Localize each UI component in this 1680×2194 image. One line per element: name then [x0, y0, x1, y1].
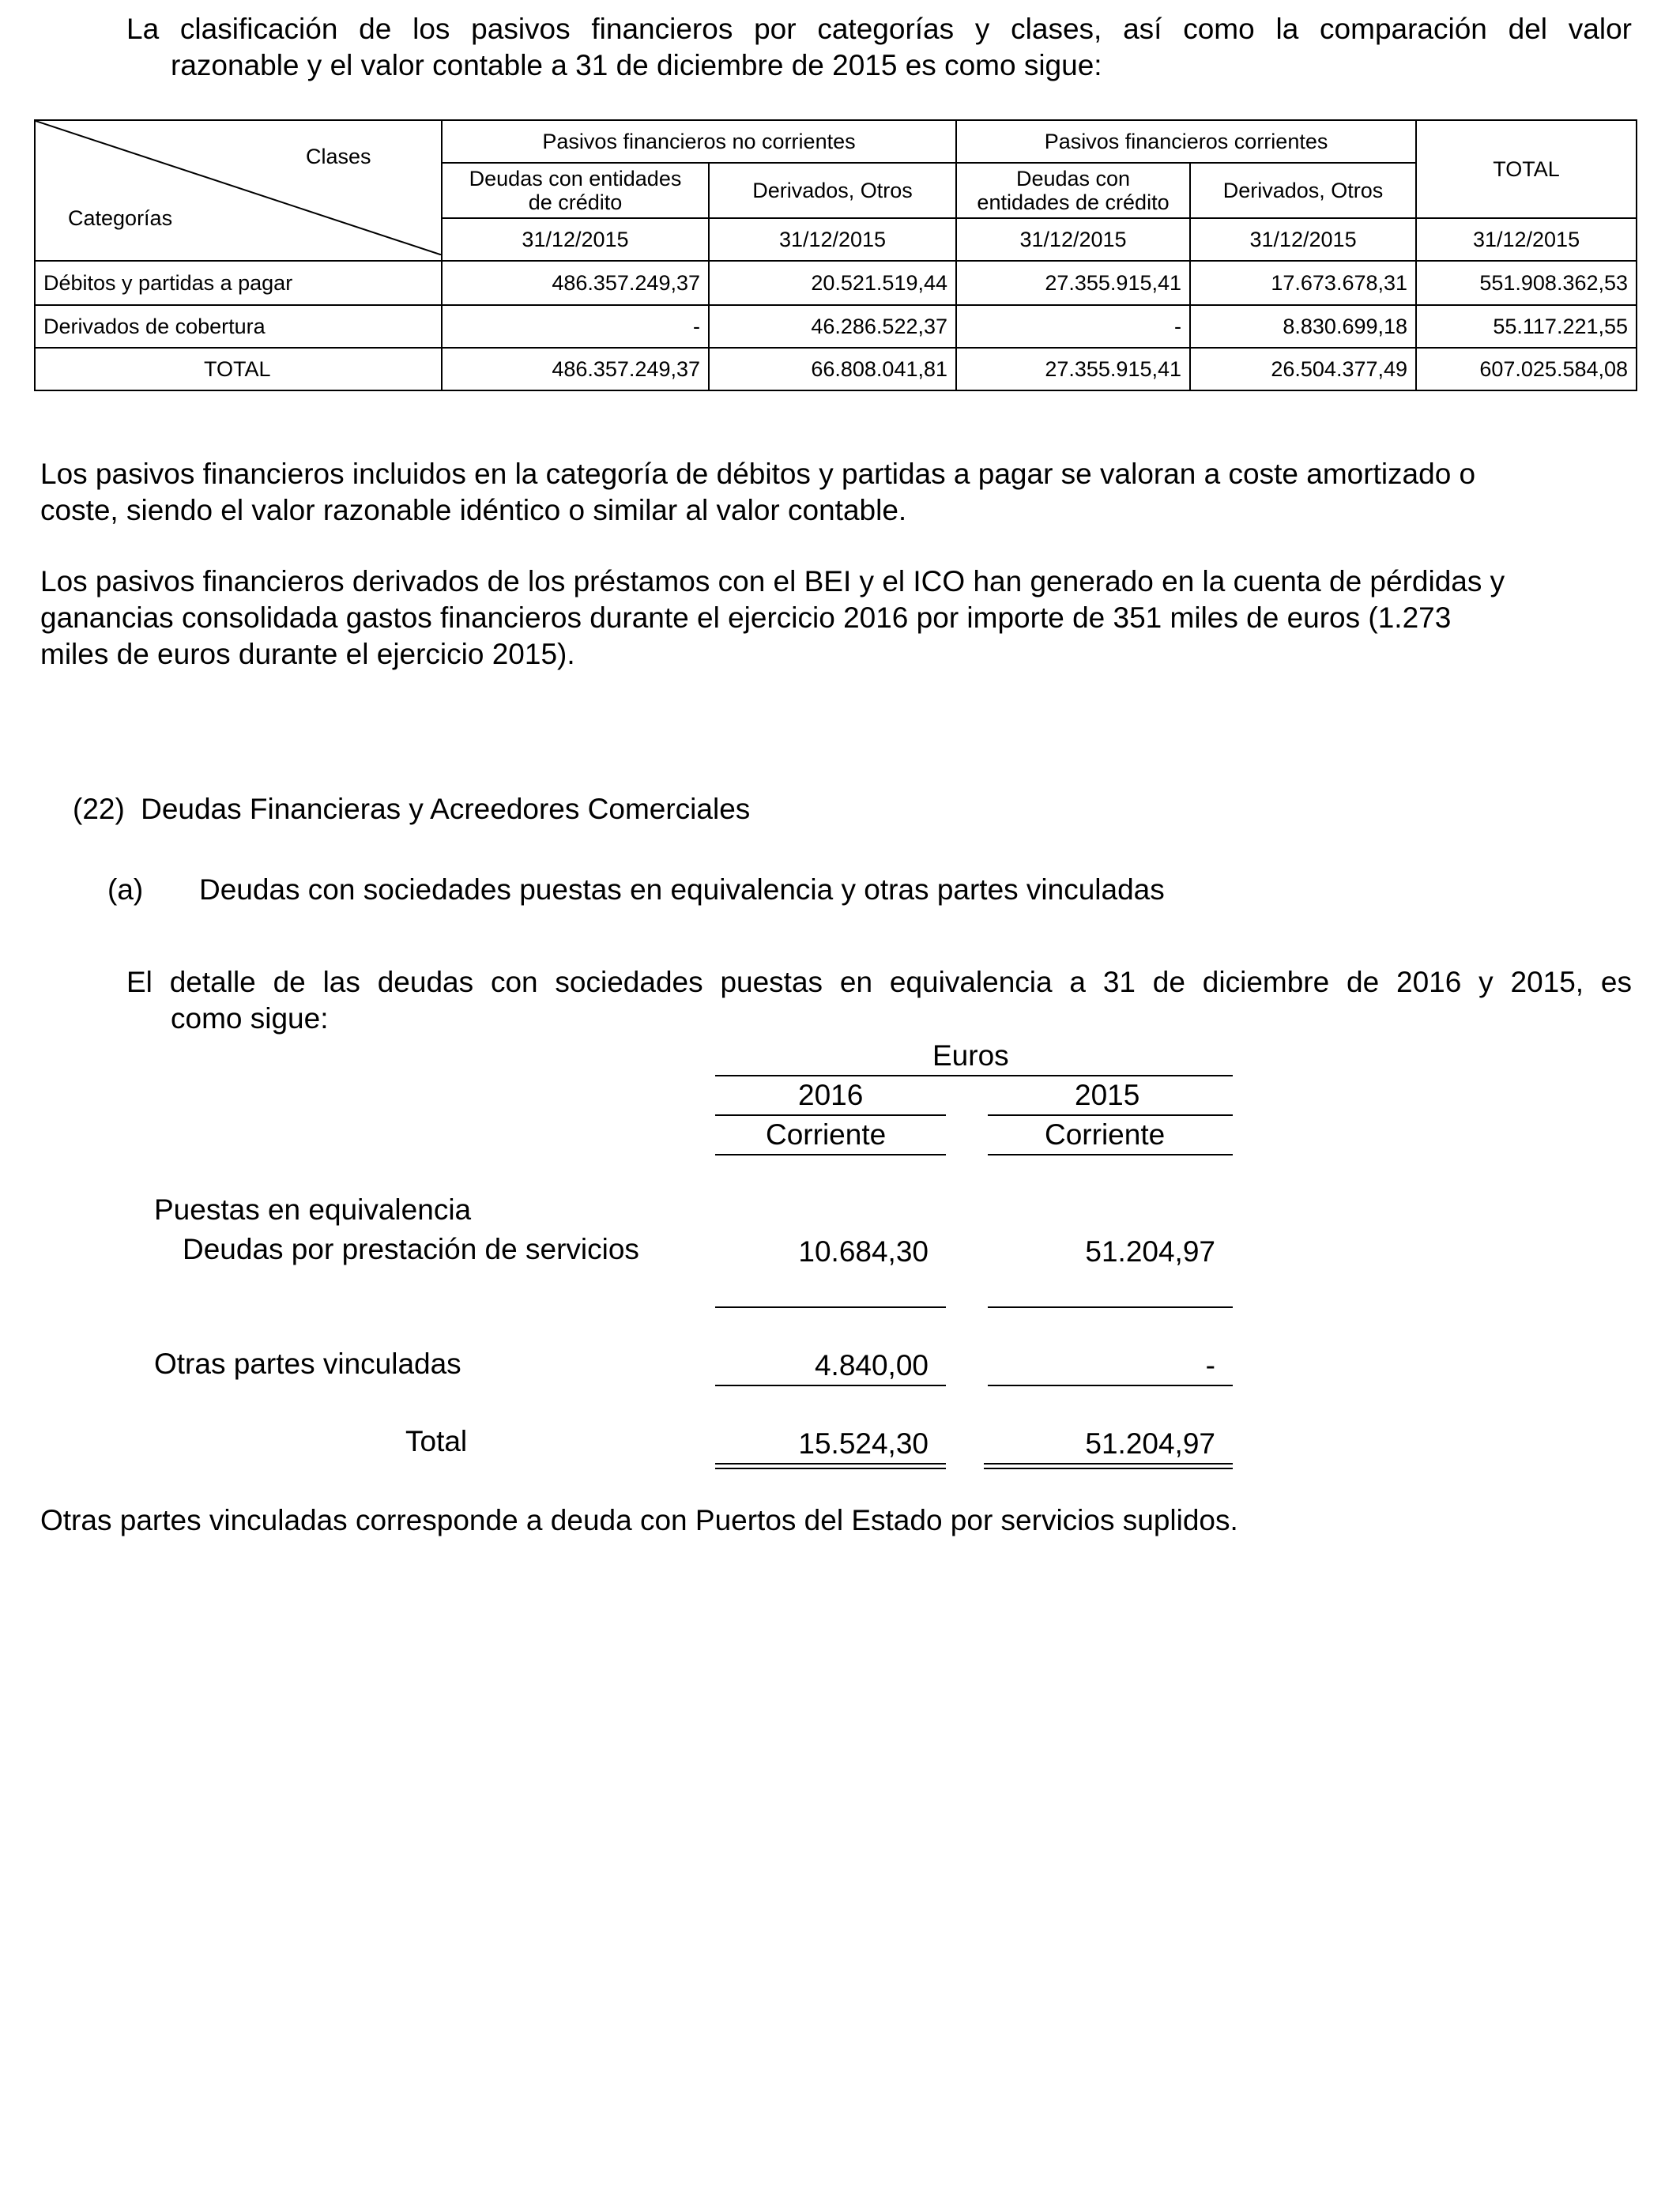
- table-cell: 486.357.249,37: [442, 348, 709, 390]
- year-rule-2016: [715, 1114, 946, 1116]
- group-label-puestas: Puestas en equivalencia: [154, 1193, 472, 1226]
- table-cell: 27.355.915,41: [956, 261, 1190, 305]
- paragraph-line: Los pasivos financieros derivados de los préstamos con el BEI y el ICO han generado en la cuenta de pérdidas y: [40, 565, 1505, 598]
- row-label-otras: Otras partes vinculadas: [154, 1348, 461, 1380]
- paragraph-bei-ico: [40, 564, 1644, 673]
- table-cell: 17.673.678,31: [1190, 261, 1416, 305]
- total-value-2015: 51.204,97: [1085, 1427, 1215, 1460]
- col-sub-corriente-2015: Corriente: [1045, 1118, 1166, 1151]
- corner-diagonal-line: [36, 121, 442, 255]
- intro-paragraph: [126, 11, 1632, 84]
- paragraph-valoracion: [40, 456, 1629, 529]
- year-header-2015: 2015: [1075, 1079, 1140, 1111]
- paragraph-line: El detalle de las deudas con sociedades puestas en equivalencia a 31 de diciembre de 2016 y 2015, es: [126, 966, 1632, 998]
- subheader-line: Deudas con entidades: [469, 167, 682, 190]
- value-2015-otras: -: [1205, 1349, 1215, 1382]
- intro-line-1: La clasificación de los pasivos financieros por categorías y clases, así como la comparación del valor: [126, 13, 1632, 45]
- row-label: Débitos y partidas a pagar: [35, 261, 442, 305]
- value-2015-prestacion: 51.204,97: [1085, 1235, 1215, 1268]
- group-header-no-corrientes: Pasivos financieros no corrientes: [442, 120, 956, 163]
- table-cell: -: [442, 305, 709, 348]
- currency-header: Euros: [932, 1039, 1009, 1072]
- table-cell: 66.808.041,81: [709, 348, 956, 390]
- total-double-rule-2016: [715, 1463, 946, 1469]
- paragraph-otras-partes: Otras partes vinculadas corresponde a deuda con Puertos del Estado por servicios suplidos.: [40, 1504, 1238, 1536]
- subtotal-rule-2015: [988, 1306, 1233, 1308]
- table-cell: 551.908.362,53: [1416, 261, 1637, 305]
- row-label-prestacion: Deudas por prestación de servicios: [183, 1233, 639, 1265]
- paragraph-line: ganancias consolidada gastos financieros durante el ejercicio 2016 por importe de 351 miles de euros (1.273: [40, 601, 1452, 634]
- sub-rule-2016: [715, 1154, 946, 1155]
- section-number: (22): [73, 793, 125, 825]
- table-row: [35, 261, 1637, 305]
- subheader-line: Deudas con: [1015, 167, 1131, 190]
- subsection-heading-a: [107, 872, 143, 908]
- corner-categorias-label: Categorías: [68, 206, 173, 230]
- row-label: TOTAL: [35, 348, 442, 390]
- subsection-letter: (a): [107, 873, 144, 906]
- table-cell: 55.117.221,55: [1416, 305, 1637, 348]
- subheader-deudas-no-corrientes: [442, 163, 709, 218]
- value-2016-prestacion: 10.684,30: [798, 1235, 929, 1268]
- subheader-derivados-corrientes: Derivados, Otros: [1190, 163, 1416, 218]
- subtotal-rule-2016: [715, 1306, 946, 1308]
- table-cell: 20.521.519,44: [709, 261, 956, 305]
- total-header: TOTAL: [1416, 120, 1637, 218]
- subsection-title: Deudas con sociedades puestas en equivalencia y otras partes vinculadas: [199, 873, 1165, 906]
- subheader-line: de crédito: [528, 190, 623, 214]
- sub-rule-2015: [988, 1154, 1233, 1155]
- total-label: Total: [405, 1425, 468, 1457]
- paragraph-detalle: [126, 964, 1632, 1037]
- row-label: Derivados de cobertura: [35, 305, 442, 348]
- intro-line-2: razonable y el valor contable a 31 de diciembre de 2015 es como sigue:: [171, 49, 1102, 81]
- subheader-line: entidades de crédito: [977, 190, 1170, 214]
- row-rule-2015: [988, 1385, 1233, 1386]
- table-cell: 46.286.522,37: [709, 305, 956, 348]
- date-header: 31/12/2015: [1416, 218, 1637, 261]
- date-header: 31/12/2015: [709, 218, 956, 261]
- subheader-derivados-no-corrientes: Derivados, Otros: [709, 163, 956, 218]
- table-cell: 8.830.699,18: [1190, 305, 1416, 348]
- corner-clases-label: Clases: [306, 145, 371, 168]
- paragraph-line: miles de euros durante el ejercicio 2015).: [40, 638, 575, 670]
- paragraph-line: coste, siendo el valor razonable idéntico o similar al valor contable.: [40, 494, 907, 526]
- table-cell: 27.355.915,41: [956, 348, 1190, 390]
- section-heading-22: [73, 791, 750, 827]
- financial-liabilities-table: [34, 119, 1637, 391]
- table-row: [35, 305, 1637, 348]
- table-cell: -: [956, 305, 1190, 348]
- total-value-2016: 15.524,30: [798, 1427, 929, 1460]
- group-header-corrientes: Pasivos financieros corrientes: [956, 120, 1416, 163]
- date-header: 31/12/2015: [1190, 218, 1416, 261]
- row-rule-2016: [715, 1385, 946, 1386]
- table-corner-cell: [35, 120, 442, 261]
- table-cell: 26.504.377,49: [1190, 348, 1416, 390]
- table-cell: 486.357.249,37: [442, 261, 709, 305]
- date-header: 31/12/2015: [442, 218, 709, 261]
- date-header: 31/12/2015: [956, 218, 1190, 261]
- subheader-deudas-corrientes: [956, 163, 1190, 218]
- value-2016-otras: 4.840,00: [814, 1349, 929, 1382]
- year-header-2016: 2016: [798, 1079, 864, 1111]
- table-cell: 607.025.584,08: [1416, 348, 1637, 390]
- total-double-rule-2015: [984, 1463, 1233, 1469]
- table-row-total: [35, 348, 1637, 390]
- header-rule: [715, 1075, 1233, 1076]
- section-title: Deudas Financieras y Acreedores Comerciales: [141, 793, 751, 825]
- col-sub-corriente-2016: Corriente: [766, 1118, 887, 1151]
- year-rule-2015: [988, 1114, 1233, 1116]
- paragraph-line: como sigue:: [171, 1002, 329, 1035]
- paragraph-line: Los pasivos financieros incluidos en la categoría de débitos y partidas a pagar se valoran a coste amortizado o: [40, 458, 1476, 490]
